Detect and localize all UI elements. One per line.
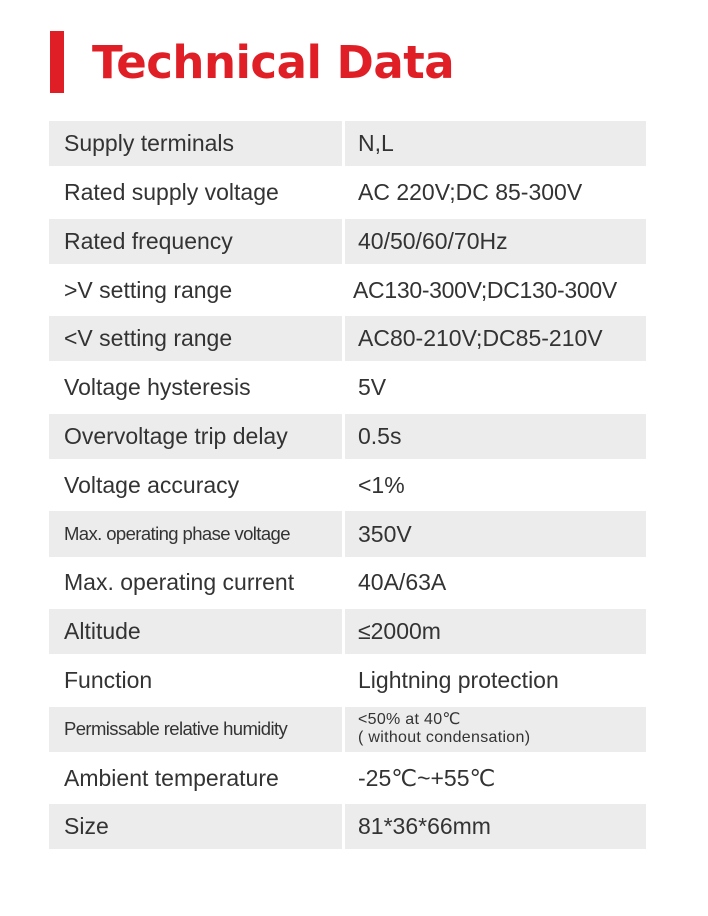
table-row [49, 707, 646, 752]
table-row [49, 365, 646, 410]
spec-label: Ambient temperature [64, 764, 279, 791]
table-row [49, 121, 646, 166]
table-row [49, 267, 646, 312]
spec-value: Lightning protection [358, 666, 559, 693]
table-row [49, 316, 646, 361]
table-row [49, 170, 646, 215]
spec-value: 0.5s [345, 414, 646, 459]
spec-value: 350V [345, 511, 646, 556]
spec-label: Overvoltage trip delay [49, 414, 342, 459]
table-row [49, 414, 646, 459]
table-row [49, 511, 646, 556]
spec-label: >V setting range [64, 276, 233, 303]
spec-value [345, 707, 646, 752]
spec-label: Voltage hysteresis [64, 374, 251, 401]
table-row [49, 463, 646, 508]
spec-value: ≤2000m [345, 609, 646, 654]
header-accent-bar [50, 31, 64, 93]
table-row [49, 658, 646, 703]
spec-label: Supply terminals [49, 121, 342, 166]
spec-value: <1% [358, 471, 405, 498]
spec-value: AC80-210V;DC85-210V [345, 316, 646, 361]
spec-value: AC130-300V;DC130-300V [353, 276, 617, 303]
table-row [49, 560, 646, 605]
spec-value: AC 220V;DC 85-300V [358, 178, 583, 205]
spec-value: 40/50/60/70Hz [345, 219, 646, 264]
spec-value: 40A/63A [358, 569, 447, 596]
spec-label: Max. operating current [64, 569, 295, 596]
spec-label: Rated supply voltage [64, 178, 279, 205]
table-row [49, 609, 646, 654]
spec-value: N,L [345, 121, 646, 166]
page-title: Technical Data [92, 35, 455, 89]
spec-value: -25℃~+55℃ [358, 764, 496, 791]
spec-value: 81*36*66mm [345, 804, 646, 849]
table-row [49, 804, 646, 849]
technical-data-table [49, 121, 646, 853]
spec-value-line-1: <50% at 40℃ [358, 711, 461, 729]
spec-label: Voltage accuracy [64, 471, 240, 498]
spec-label: Permissable relative humidity [49, 707, 342, 752]
spec-label: Rated frequency [49, 219, 342, 264]
spec-value: 5V [358, 374, 387, 401]
spec-label: <V setting range [49, 316, 342, 361]
spec-label: Size [49, 804, 342, 849]
table-row [49, 219, 646, 264]
spec-value-line-2: ( without condensation) [358, 729, 531, 747]
spec-label: Max. operating phase voltage [49, 511, 342, 556]
spec-label: Function [64, 666, 153, 693]
spec-label: Altitude [49, 609, 342, 654]
table-row [49, 755, 646, 800]
page-header [50, 30, 454, 94]
